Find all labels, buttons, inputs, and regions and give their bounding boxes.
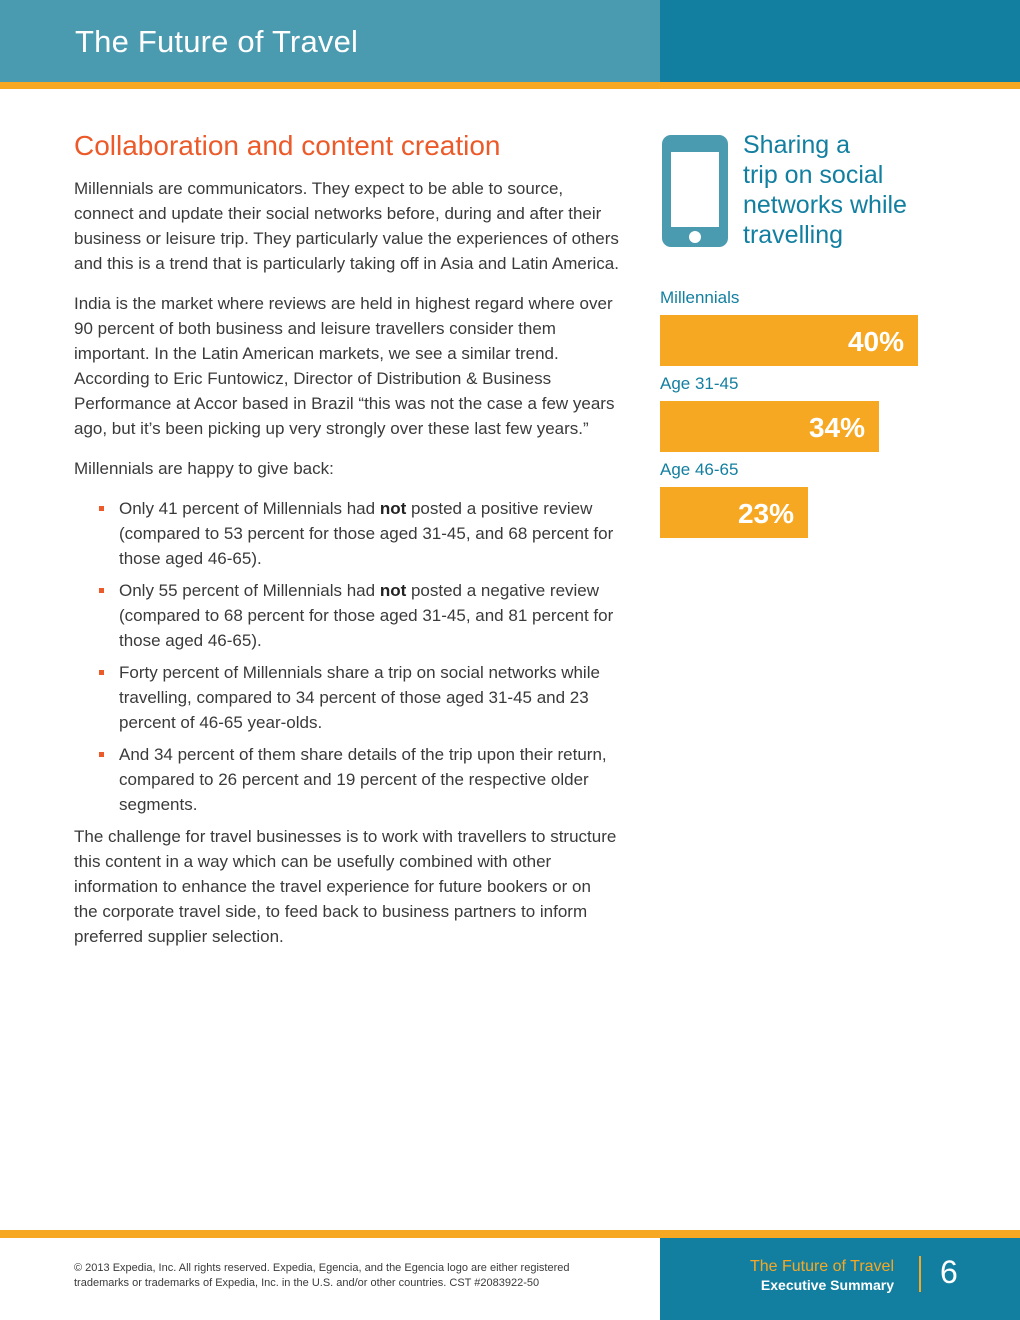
bullet-square-icon <box>99 752 104 757</box>
footer-copyright <box>74 1261 594 1291</box>
bar-group-millennials <box>660 288 918 366</box>
bar-age-31-45 <box>660 401 879 452</box>
list-item <box>74 496 619 571</box>
bar-value-label: 40% <box>847 326 904 357</box>
bullet-square-icon <box>99 670 104 675</box>
paragraph-3: Millennials are happy to give back: <box>74 459 334 478</box>
bar-millennials <box>660 315 918 366</box>
paragraph-4: The challenge for travel businesses is to work with travellers to structure this content in a way which can be usefully combined with other information to enhance the travel experience for future bookers or on the corporate travel side, to feed back to business partners to inform preferred supplier selection. <box>74 827 617 946</box>
bullet-text: Only 55 percent of Millennials had <box>119 581 380 600</box>
list-item <box>74 742 619 817</box>
bar-category-label: Age 46-65 <box>660 460 739 479</box>
footer-band <box>660 1238 1020 1320</box>
bullet-emphasis: not <box>379 499 407 518</box>
bar-category-label: Millennials <box>660 288 740 307</box>
footer-legal-line: trademarks or trademarks of Expedia, Inc. in the U.S. and/or other countries. CST #2083922-50 <box>74 1277 540 1289</box>
paragraph-1: Millennials are communicators. They expect to be able to source, connect and update their social networks before, during and after their business or leisure trip. They particularly value the experiences of others and this is a trend that is particularly taking off in Asia and Latin America. <box>74 179 619 273</box>
bullet-list <box>74 496 619 817</box>
header-band-dark <box>660 0 1020 82</box>
page-number: 6 <box>940 1254 958 1290</box>
header-accent-stripe <box>0 82 1020 89</box>
sidebar-heading <box>743 130 943 250</box>
bullet-text: Only 41 percent of Millennials had <box>119 499 380 518</box>
bar-group-age-31-45 <box>660 374 879 452</box>
bar-value-label: 23% <box>737 498 794 529</box>
paragraph-2: India is the market where reviews are held in highest regard where over 90 percent of both business and leisure travellers consider them important. In the Latin American markets, we see a similar trend. According to Eric Funtowicz, Director of Distribution & Business Performance at Accor based in Brazil “this was not the case a few years ago, but it’s been picking up very strongly over these last few years.” <box>74 294 615 438</box>
sidebar-heading-line: travelling <box>743 221 844 249</box>
bar-category-label: Age 31-45 <box>660 374 739 393</box>
bullet-text: And 34 percent of them share details of the trip upon their return, compared to 26 percent and 19 percent of the respective older segments. <box>119 745 607 814</box>
bullet-square-icon <box>99 506 104 511</box>
bar-age-46-65 <box>660 487 808 538</box>
section-title: Collaboration and content creation <box>74 130 501 161</box>
footer-title: The Future of Travel <box>749 1258 894 1275</box>
bullet-text: Forty percent of Millennials share a trip on social networks while travelling, compared to 34 percent of those aged 31-45 and 23 percent of 46-65 year-olds. <box>119 663 600 732</box>
header-title: The Future of Travel <box>75 24 359 59</box>
footer-accent-stripe <box>0 1230 1020 1238</box>
bar-value-label: 34% <box>808 412 865 443</box>
list-item <box>74 578 619 653</box>
sidebar-heading-line: networks while <box>743 191 907 219</box>
footer-subtitle: Executive Summary <box>760 1277 894 1293</box>
bullet-text: posted a positive review (compared to 53 percent for those aged 31-45, and 68 percent for those aged 46-65). <box>119 499 614 568</box>
bullet-text: posted a negative review (compared to 68 percent for those aged 31-45, and 81 percent for those aged 46-65). <box>119 581 614 650</box>
bullet-square-icon <box>99 588 104 593</box>
list-item <box>74 660 619 735</box>
smartphone-icon <box>662 135 728 247</box>
main-content <box>74 130 619 964</box>
page-header <box>0 0 1020 82</box>
sidebar-heading-line: trip on social <box>743 161 884 189</box>
footer-legal-line: © 2013 Expedia, Inc. All rights reserved. Expedia, Egencia, and the Egencia logo are either registered <box>74 1262 570 1274</box>
bullet-emphasis: not <box>379 581 407 600</box>
footer-divider <box>919 1256 921 1292</box>
bar-group-age-46-65 <box>660 460 808 538</box>
sidebar-heading-line: Sharing a <box>743 131 851 159</box>
